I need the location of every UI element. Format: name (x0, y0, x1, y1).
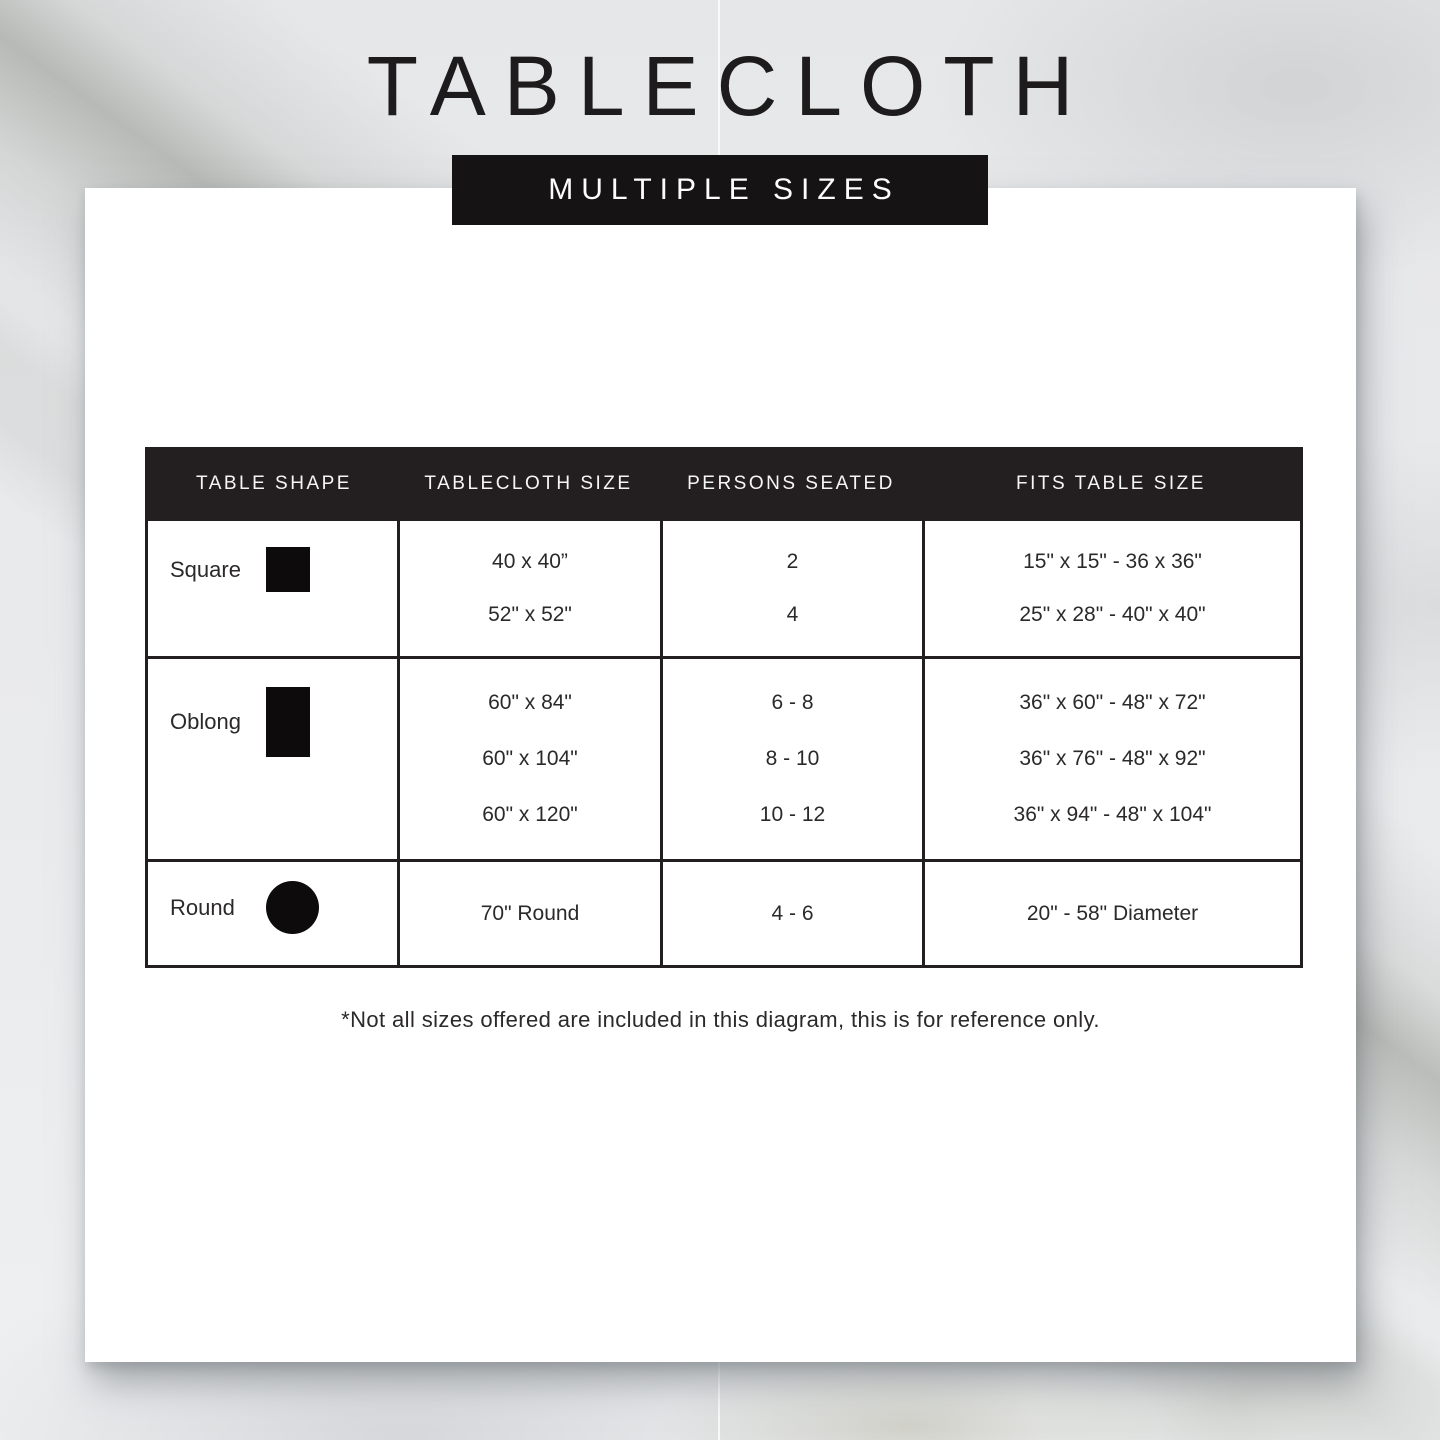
shape-label: Square (170, 556, 241, 582)
tablecloth-size-value: 60" x 84" (488, 691, 572, 714)
table-row-square-persons-cell (660, 518, 922, 656)
shape-group-oblong (170, 687, 397, 757)
table-row-square-sizes-cell (397, 518, 660, 656)
persons-seated-value: 2 (786, 550, 799, 573)
round-icon (266, 881, 319, 934)
persons-seated-value: 8 - 10 (765, 747, 820, 770)
tablecloth-size-value: 60" x 104" (482, 747, 578, 770)
persons-seated-value: 4 (786, 603, 799, 626)
persons-seated-value: 10 - 12 (759, 803, 826, 826)
page-title: TABLECLOTH (366, 39, 1092, 133)
footnote: *Not all sizes offered are included in this diagram, this is for reference only. (341, 1007, 1100, 1032)
table-row-round-fits-cell (922, 859, 1300, 965)
fits-table-size-value: 36" x 94" - 48" x 104" (1013, 803, 1212, 826)
fits-table-size-value: 15" x 15" - 36 x 36" (1023, 550, 1202, 573)
square-icon (266, 547, 310, 592)
size-chart-table (145, 447, 1303, 968)
fits-table-size-value: 25" x 28" - 40" x 40" (1019, 603, 1206, 626)
persons-seated-value: 6 - 8 (771, 691, 814, 714)
table-row-round-shape-cell (148, 859, 397, 965)
table-row-round-persons-cell (660, 859, 922, 965)
card-content-layer (85, 188, 1356, 1362)
shape-label: Oblong (170, 709, 241, 734)
tablecloth-size-value: 40 x 40” (492, 550, 568, 573)
fits-table-size-value: 20" - 58" Diameter (1026, 901, 1199, 925)
tablecloth-size-value: 60" x 120" (482, 803, 578, 826)
tablecloth-size-value: 70" Round (480, 901, 580, 925)
table-row-square-shape-cell (148, 518, 397, 656)
subtitle-text: MULTIPLE SIZES (548, 173, 900, 206)
table-row-oblong-shape-cell (148, 656, 397, 859)
tablecloth-size-value: 52" x 52" (488, 603, 572, 626)
subtitle-banner (452, 155, 988, 225)
shape-group-square (170, 547, 397, 592)
table-row-round-sizes-cell (397, 859, 660, 965)
fits-table-size-value: 36" x 60" - 48" x 72" (1019, 691, 1206, 714)
shape-label: Round (170, 894, 235, 920)
persons-seated-value: 4 - 6 (771, 901, 814, 925)
table-row-square-fits-cell (922, 518, 1300, 656)
column-header-persons-seated: PERSONS SEATED (660, 450, 922, 518)
oblong-icon (266, 687, 310, 757)
column-header-fits-table-size: FITS TABLE SIZE (922, 450, 1300, 518)
shape-group-round (170, 881, 397, 934)
column-header-table-shape: TABLE SHAPE (148, 450, 397, 518)
table-row-oblong-fits-cell (922, 656, 1300, 859)
table-row-oblong-persons-cell (660, 656, 922, 859)
fits-table-size-value: 36" x 76" - 48" x 92" (1019, 747, 1206, 770)
table-row-oblong-sizes-cell (397, 656, 660, 859)
column-header-tablecloth-size: TABLECLOTH SIZE (397, 450, 660, 518)
